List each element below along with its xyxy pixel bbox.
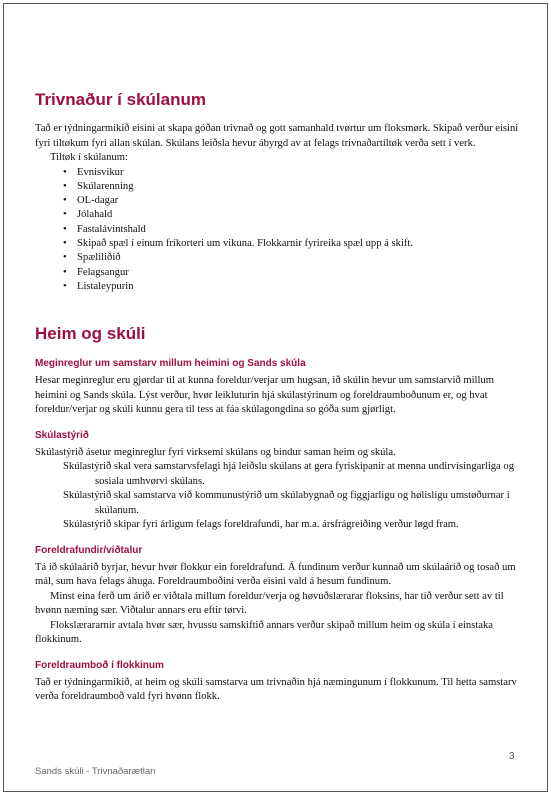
- list-item: • Skúlarenning: [35, 180, 520, 194]
- page-footer: Sands skúli - Trivnaðarætlan: [35, 766, 156, 777]
- subheading-foreldrafundir: Foreldrafundir/viðtalur: [35, 544, 143, 556]
- foreldrafundir-p3: Flokslærararnir avtala hvør sær, hvussu samskiftið annars verður skipað millum heim og skúla í einstaka flokkinum.: [35, 619, 493, 646]
- skulastyrid-line: Skúlastýrið skal samstarva við kommunustýrið um skúlabygnað og fíggjarligu og hølisligu umstøðurnar í skúlanum.: [63, 490, 510, 516]
- list-item: • Jólahald: [35, 208, 520, 222]
- tiltok-list: [35, 166, 520, 295]
- skulastyrid-intro: Skúlastýrið ásetur meginreglur fyri virksemi skúlans og bindur saman heim og skúla.: [35, 446, 396, 458]
- list-item: • Listaleypurin: [35, 280, 520, 294]
- list-item: • Spæliliðið: [35, 251, 520, 265]
- foreldrafundir-p2: Minst eina ferð um árið er viðtala millum foreldur/verja og høvuðslærarar floksins, har tíð verður sett av til hvønn næming sær. Viðtalur annars eru eftir tørvi.: [35, 590, 504, 617]
- list-item: • Evnisvikur: [35, 166, 520, 180]
- subheading-foreldraumbod: Foreldraumboð í flokkinum: [35, 659, 164, 671]
- skulastyrid-line: Skúlastýrið skal vera samstarvsfelagi hjá leiðslu skúlans at gera fyriskipanir at menna undirvísingarliga og sosiala umhvørvi skúlans.: [63, 461, 515, 487]
- list-item: • OL-dagar: [35, 194, 520, 208]
- skulastyrid-line: Skúlastýrið skipar fyri árligum felags foreldrafundi, har m.a. ársfrágreiðing verður løgd fram.: [63, 519, 459, 531]
- section-title-heim-og-skuli: Heim og skúli: [35, 324, 146, 344]
- section-title-trivnadur: Trivnaður í skúlanum: [35, 90, 206, 109]
- section1-intro: Tað er týdningarmikið eisini at skapa góðan trivnað og gott samanhald tvørtur um floksmørk. Skipað verður eisini fyri tiltøkum fyri allan skúlan. Skúlans leiðsla hevur ábyrgd av at felags trivnaðartiltøk verða sett í verk.: [35, 123, 519, 149]
- list-item: • Felagsangur: [35, 266, 520, 280]
- list-heading: Tiltøk í skúlanum:: [50, 152, 128, 163]
- foreldraumbod-text: Tað er týdningarmikið, at heim og skúli samstarva um trivnaðin hjá næmingunum í flokkunum. Til hetta samstarv verða foreldraumboð vald fyri hvønn flokk.: [35, 676, 517, 703]
- subheading-skulastyrid: Skúlastýrið: [35, 429, 89, 441]
- foreldrafundir-p1: Tá ið skúlaárið byrjar, hevur hvør flokkur ein foreldrafund. Á fundinum verður kunnað um skúlaárið og tosað um mál, sum hava felags áhuga. Foreldraumboðini verða eisini vald á hesum fundinum.: [35, 561, 516, 588]
- list-item: • Fastalávintshald: [35, 223, 520, 237]
- meginreglur-text: Hesar meginreglur eru gjørdar til at kunna foreldur/verjar um hugsan, ið skúlin hevur um samstarvið millum heimini og Sands skúla. Lýst verður, hvør leikluturin hjá skúlastýrinum og foreldraumboðunum er, og hvat foreldur/verjar og skúli kunnu gera til tess at fáa skúlagongdina so góða sum gjørligt.: [35, 375, 494, 416]
- document-body: [35, 90, 520, 705]
- page-number: 3: [509, 751, 515, 762]
- list-item: • Skipað spæl í einum fríkorteri um vikuna. Flokkarnir fyrireika spæl upp á skift.: [35, 237, 520, 251]
- subheading-meginreglur: Meginreglur um samstarv millum heimini og Sands skúla: [35, 358, 306, 370]
